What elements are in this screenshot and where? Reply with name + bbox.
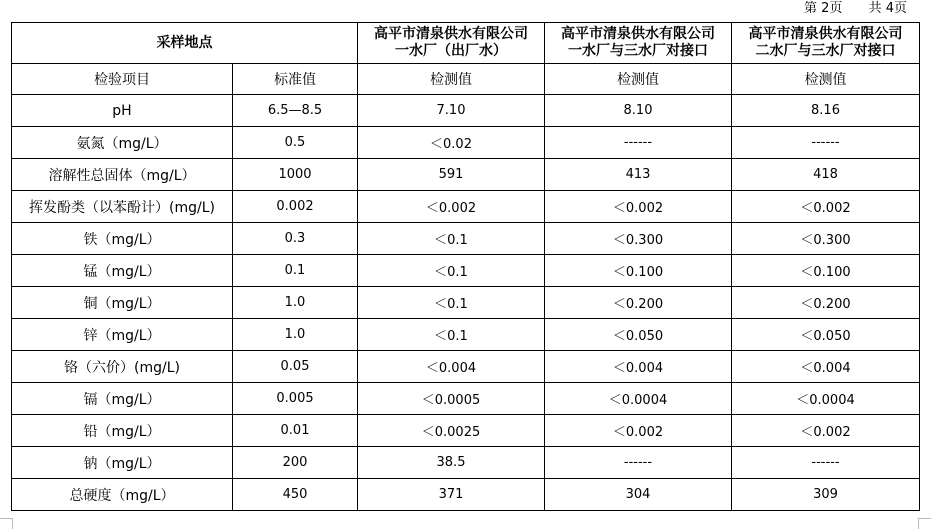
standard-value-cell: 6.5—8.5 (233, 95, 358, 127)
measured-value-cell: ＜0.1 (358, 223, 545, 255)
item-cell: 挥发酚类（以苯酚计）(mg/L) (12, 191, 233, 223)
item-cell: 钠（mg/L） (12, 447, 233, 479)
standard-value-cell: 1.0 (233, 319, 358, 351)
measured-value-cell: ＜0.002 (358, 191, 545, 223)
measured-value-cell: 8.16 (732, 95, 920, 127)
table-row (12, 415, 920, 447)
item-cell: 总硬度（mg/L） (12, 479, 233, 511)
corner-mark-left (0, 518, 13, 529)
measured-value-cell: ＜0.050 (545, 319, 732, 351)
measured-value-cell: ＜0.300 (545, 223, 732, 255)
corner-mark-right (918, 518, 931, 529)
measured-value-cell: ＜0.004 (732, 351, 920, 383)
column-header-measured-2: 检测值 (545, 64, 732, 95)
measured-value-cell: 38.5 (358, 447, 545, 479)
site-2-company: 高平市清泉供水有限公司 (561, 26, 715, 42)
site-3-company: 高平市清泉供水有限公司 (748, 26, 903, 42)
item-cell: 铬（六价）(mg/L) (12, 351, 233, 383)
column-header-standard: 标准值 (233, 64, 358, 95)
item-cell: 铅（mg/L） (12, 415, 233, 447)
table-row (12, 319, 920, 351)
measured-value-cell: ＜0.100 (732, 255, 920, 287)
table-row (12, 223, 920, 255)
item-cell: 锰（mg/L） (12, 255, 233, 287)
standard-value-cell: 0.5 (233, 127, 358, 159)
page-indicator (782, 0, 907, 20)
measured-value-cell: ＜0.1 (358, 287, 545, 319)
site-3-point: 二水厂与三水厂对接口 (755, 43, 896, 59)
measured-value-cell: 304 (545, 479, 732, 511)
measured-value-cell: 309 (732, 479, 920, 511)
measured-value-cell: ------ (545, 127, 732, 159)
measured-value-cell: ＜0.004 (358, 351, 545, 383)
column-header-measured-1: 检测值 (358, 64, 545, 95)
standard-value-cell: 0.01 (233, 415, 358, 447)
table-row (12, 351, 920, 383)
measured-value-cell: 418 (732, 159, 920, 191)
table-row (12, 383, 920, 415)
table-row (12, 159, 920, 191)
table-row (12, 479, 920, 511)
standard-value-cell: 0.3 (233, 223, 358, 255)
measured-value-cell: 371 (358, 479, 545, 511)
standard-value-cell: 0.005 (233, 383, 358, 415)
table-row (12, 287, 920, 319)
site-1-company: 高平市清泉供水有限公司 (374, 26, 528, 42)
site-1-point: 一水厂（出厂水） (395, 43, 507, 59)
column-header-measured-3: 检测值 (732, 64, 920, 95)
measured-value-cell: ＜0.002 (732, 415, 920, 447)
measured-value-cell: ＜0.300 (732, 223, 920, 255)
standard-value-cell: 200 (233, 447, 358, 479)
sampling-location-label: 采样地点 (12, 23, 358, 64)
column-header-item: 检验项目 (12, 64, 233, 95)
measured-value-cell: ＜0.0005 (358, 383, 545, 415)
item-cell: 氨氮（mg/L） (12, 127, 233, 159)
site-header-1 (358, 23, 545, 64)
standard-value-cell: 1.0 (233, 287, 358, 319)
item-cell: 锌（mg/L） (12, 319, 233, 351)
measured-value-cell: ＜0.1 (358, 255, 545, 287)
measured-value-cell: ＜0.0025 (358, 415, 545, 447)
site-header-2 (545, 23, 732, 64)
measured-value-cell: ＜0.02 (358, 127, 545, 159)
measured-value-cell: ＜0.0004 (732, 383, 920, 415)
measured-value-cell: ＜0.200 (732, 287, 920, 319)
table-row (12, 255, 920, 287)
measured-value-cell: 591 (358, 159, 545, 191)
table-row (12, 191, 920, 223)
measured-value-cell: ＜0.002 (545, 415, 732, 447)
table-row (12, 127, 920, 159)
site-header-3 (732, 23, 920, 64)
standard-value-cell: 0.1 (233, 255, 358, 287)
measured-value-cell: ＜0.004 (545, 351, 732, 383)
site-2-point: 一水厂与三水厂对接口 (568, 43, 708, 59)
water-quality-table (11, 22, 920, 511)
total-pages: 共 4页 (868, 1, 907, 16)
measured-value-cell: ------ (732, 447, 920, 479)
table-row (12, 447, 920, 479)
item-cell: 溶解性总固体（mg/L） (12, 159, 233, 191)
measured-value-cell: 8.10 (545, 95, 732, 127)
table-body (12, 23, 920, 511)
measured-value-cell: ＜0.200 (545, 287, 732, 319)
standard-value-cell: 0.002 (233, 191, 358, 223)
standard-value-cell: 450 (233, 479, 358, 511)
item-cell: pH (12, 95, 233, 127)
measured-value-cell: ------ (545, 447, 732, 479)
measured-value-cell: ＜0.100 (545, 255, 732, 287)
measured-value-cell: ＜0.002 (732, 191, 920, 223)
table-row (12, 95, 920, 127)
item-cell: 镉（mg/L） (12, 383, 233, 415)
measured-value-cell: ＜0.0004 (545, 383, 732, 415)
measured-value-cell: ＜0.1 (358, 319, 545, 351)
column-header-row (12, 64, 920, 95)
item-cell: 铜（mg/L） (12, 287, 233, 319)
measured-value-cell: ＜0.050 (732, 319, 920, 351)
measured-value-cell: 413 (545, 159, 732, 191)
measured-value-cell: ------ (732, 127, 920, 159)
standard-value-cell: 0.05 (233, 351, 358, 383)
measured-value-cell: ＜0.002 (545, 191, 732, 223)
site-header-row (12, 23, 920, 64)
measured-value-cell: 7.10 (358, 95, 545, 127)
standard-value-cell: 1000 (233, 159, 358, 191)
current-page: 第 2页 (804, 1, 843, 16)
item-cell: 铁（mg/L） (12, 223, 233, 255)
